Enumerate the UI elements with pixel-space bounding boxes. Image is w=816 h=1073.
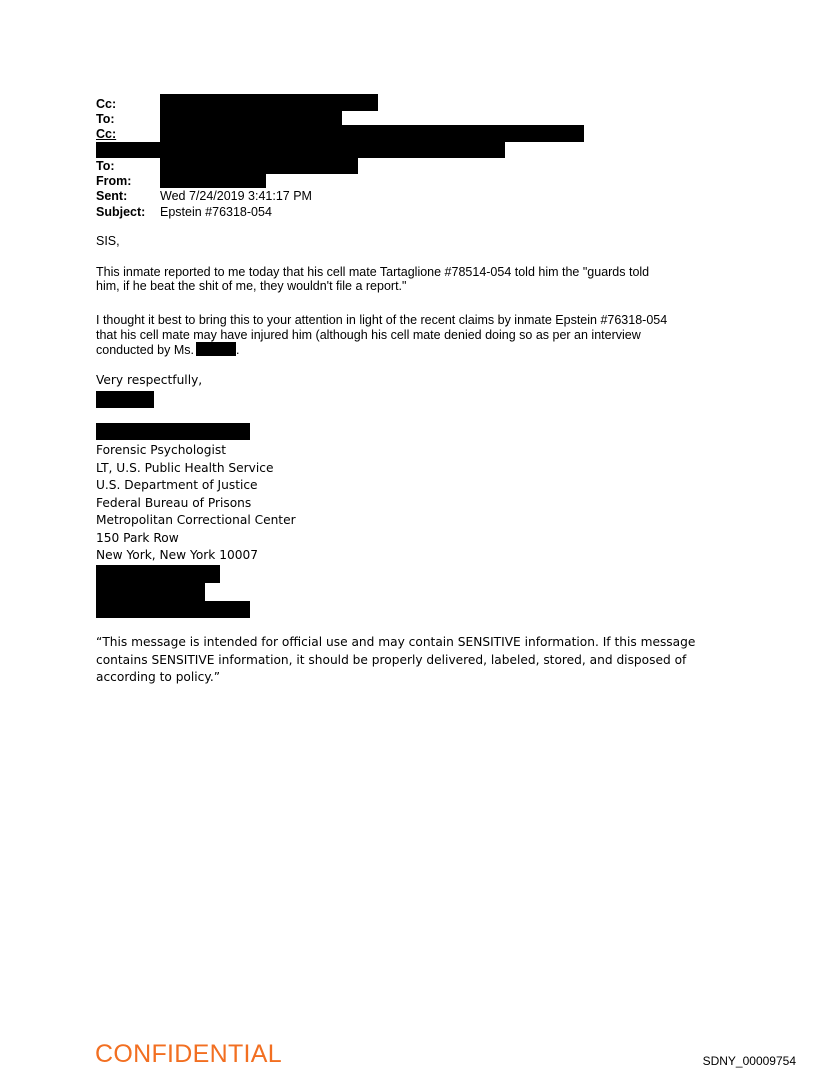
redaction-cc-1 [160,94,378,111]
paragraph-1-line-2: him, if he beat the shit of me, they wouldn't file a report." [96,279,407,293]
disclaimer-line-1: “This message is intended for official use and may contain SENSITIVE information. If this message [96,635,696,649]
bates-number: SDNY_00009754 [702,1054,796,1068]
redaction-from [160,174,266,188]
signature-line: 150 Park Row [96,531,179,545]
disclaimer-line-2: contains SENSITIVE information, it should be properly delivered, labeled, stored, and disposed of [96,653,687,667]
paragraph-2-line-1: I thought it best to bring this to your attention in light of the recent claims by inmate Epstein #76318-054 [96,313,668,327]
confidential-stamp: CONFIDENTIAL [95,1040,282,1068]
signature-line: U.S. Department of Justice [96,478,258,492]
cc-label: Cc: [96,97,117,111]
redaction-signature-title [96,423,250,440]
redaction-to-2 [160,158,358,174]
to-label: To: [96,159,115,173]
signature-line: Metropolitan Correctional Center [96,513,296,527]
redaction-inline-name [196,342,236,356]
from-label: From: [96,174,132,188]
greeting: SIS, [96,234,120,248]
paragraph-2-line-3-suffix: . [235,343,240,357]
redaction-cc-2b [96,142,505,158]
disclaimer-line-3: according to policy.” [96,670,221,684]
redaction-contact-2 [96,583,205,601]
redaction-cc-2a [160,125,584,142]
redaction-signature-name [96,391,154,408]
closing: Very respectfully, [96,373,203,387]
subject-label: Subject: [96,205,146,219]
paragraph-2-line-3-prefix: conducted by Ms. [96,343,194,357]
redaction-to-1 [160,111,342,126]
paragraph-1-line-1: This inmate reported to me today that his cell mate Tartaglione #78514-054 told him the "guards told [96,265,650,279]
signature-line: LT, U.S. Public Health Service [96,461,274,475]
sent-label: Sent: [96,189,128,203]
cc-label: Cc: [96,127,117,141]
paragraph-2-line-2: that his cell mate may have injured him (although his cell mate denied doing so as per an interview [96,328,641,342]
paragraph-2-line-3 [96,342,239,357]
redaction-contact-1 [96,565,220,583]
signature-line: Federal Bureau of Prisons [96,496,252,510]
sent-value: Wed 7/24/2019 3:41:17 PM [160,189,312,203]
to-label: To: [96,112,115,126]
signature-line: New York, New York 10007 [96,548,259,562]
signature-line: Forensic Psychologist [96,443,226,457]
subject-value: Epstein #76318-054 [160,205,272,219]
redaction-contact-3 [96,601,250,618]
